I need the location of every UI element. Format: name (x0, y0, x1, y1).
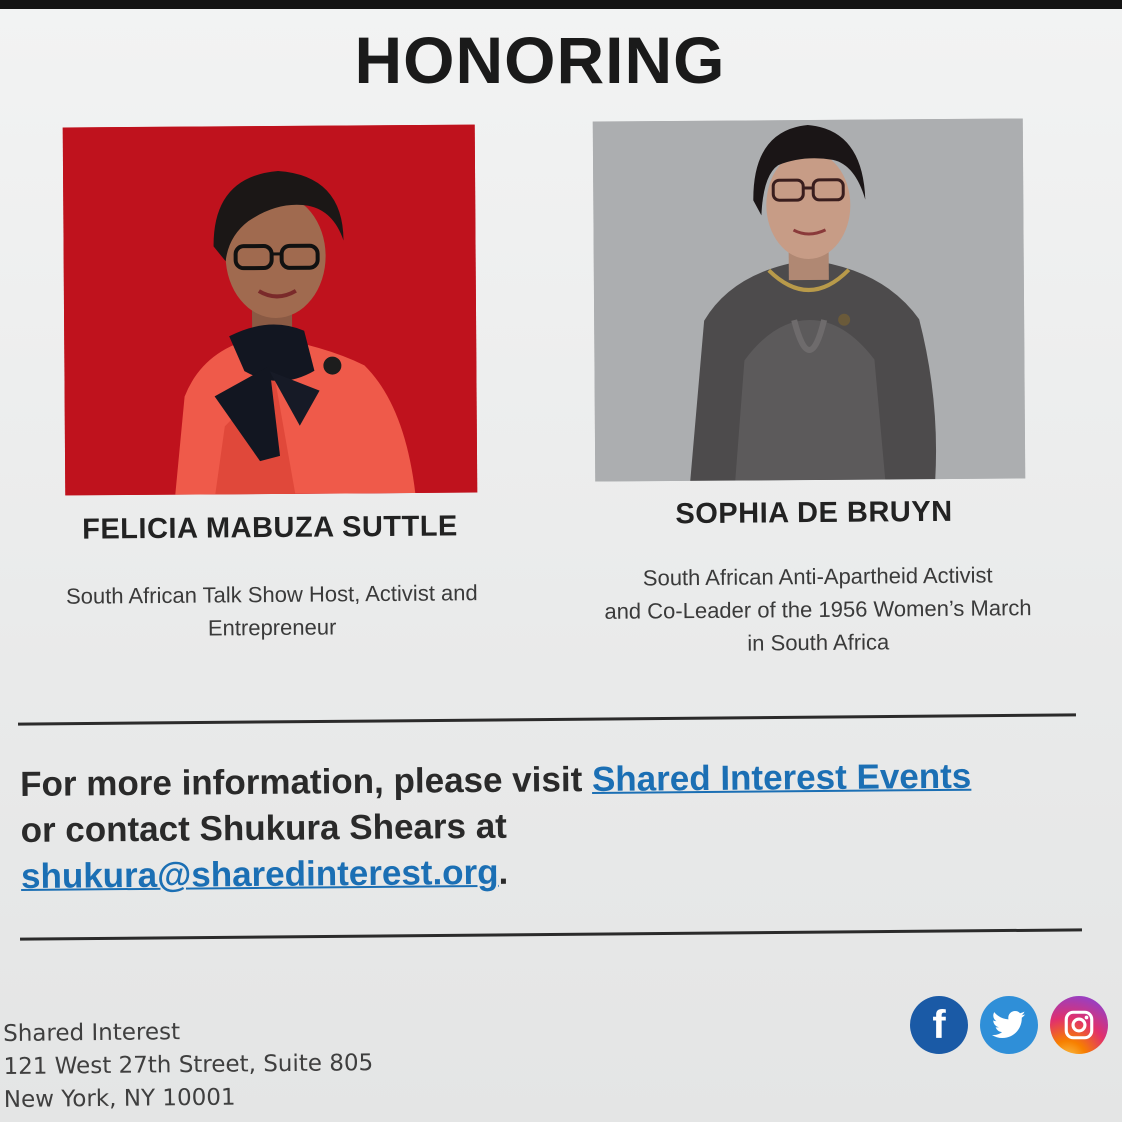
shared-interest-events-link[interactable]: Shared Interest Events (591, 756, 972, 800)
honoree-description-sophia (552, 558, 1085, 662)
info-text: For more information, please visit (20, 760, 593, 804)
social-links (910, 996, 1108, 1054)
org-name: Shared Interest (3, 1019, 181, 1047)
twitter-bird-icon (992, 1010, 1026, 1040)
description-line: and Co-Leader of the 1956 Women’s March (604, 595, 1032, 624)
screen-top-bezel (0, 0, 1122, 9)
address-line: New York, NY 10001 (3, 1084, 236, 1113)
info-text: or contact Shukura Shears at (20, 806, 508, 850)
twitter-icon[interactable] (980, 996, 1038, 1054)
honoree-description-felicia (12, 576, 533, 647)
description-line: Entrepreneur (207, 614, 337, 641)
description-line: South African Anti-Apartheid Activist (642, 562, 993, 591)
honoree-name-sophia: SOPHIA DE BRUYN (675, 495, 953, 531)
facebook-icon[interactable] (910, 996, 968, 1054)
description-line: in South Africa (747, 629, 890, 656)
address-line: 121 West 27th Street, Suite 805 (3, 1050, 374, 1080)
description-line: South African Talk Show Host, Activist and (65, 580, 478, 609)
info-text: . (498, 852, 509, 892)
page-title: HONORING (354, 23, 726, 97)
footer-address (3, 1014, 374, 1117)
contact-info (20, 753, 1101, 900)
honoree-photo-felicia (63, 125, 478, 496)
honoree-photo-sophia (593, 119, 1026, 482)
email-link[interactable]: shukura@sharedinterest.org (20, 852, 499, 896)
instagram-camera-icon (1062, 1008, 1096, 1042)
honoree-name-felicia: FELICIA MABUZA SUTTLE (82, 510, 458, 546)
facebook-glyph: f (932, 1002, 946, 1047)
instagram-icon[interactable] (1050, 996, 1108, 1054)
